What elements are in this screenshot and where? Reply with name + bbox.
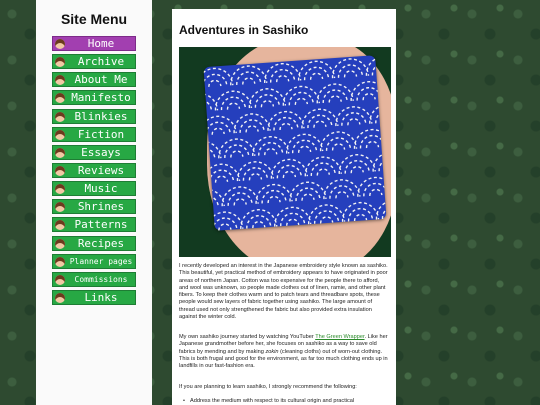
stitch-arc <box>240 209 277 229</box>
avatar-icon <box>55 220 65 230</box>
stitch-arc <box>249 173 261 180</box>
stitch-arc <box>230 65 267 85</box>
page-title: Adventures in Sashiko <box>179 23 309 37</box>
list-item: • Address the medium with respect to its cultural origin and practical <box>190 398 354 404</box>
stitch-arc <box>206 211 243 231</box>
stitch-arc <box>246 215 271 229</box>
stitch-arc <box>258 142 283 156</box>
stitch-arc <box>273 117 298 131</box>
stitch-arc <box>261 190 286 204</box>
stitch-arc <box>295 187 320 201</box>
paragraph-journey <box>179 334 389 370</box>
avatar-icon <box>55 75 65 85</box>
stitch-arc <box>208 80 220 87</box>
stitch-arc <box>344 71 356 78</box>
menu-item-label: Recipes <box>77 236 125 250</box>
stitch-arc <box>320 217 332 224</box>
sashiko-cloth <box>203 55 386 231</box>
stitch-arc <box>248 88 285 108</box>
stitch-arc <box>282 85 319 105</box>
stitch-arc <box>283 171 295 178</box>
stitch-arc <box>242 78 254 85</box>
menu-item-label: Patterns <box>74 218 128 232</box>
stitch-arc <box>276 75 288 82</box>
stitch-arc <box>329 185 354 199</box>
journey-text-end: (cleaning cloths) out of worn-out clothing. This is both frugal and good for the environment, as far too much clothing ends up in landfills in our fast-fashion era. <box>179 348 388 370</box>
stitch-arc <box>203 213 208 231</box>
stitch-arc <box>329 96 341 103</box>
menu-item-label: Links <box>84 290 118 304</box>
menu-item-shrines[interactable] <box>52 199 136 214</box>
menu-item-label: Fiction <box>77 127 125 141</box>
avatar-icon <box>55 202 65 212</box>
stitch-arc <box>297 60 334 80</box>
stitch-arc <box>243 167 268 181</box>
stitch-arc <box>224 144 249 158</box>
avatar-icon <box>55 257 65 267</box>
stitch-arc <box>382 205 387 219</box>
menu-item-label: About Me <box>74 73 128 87</box>
stitch-arc <box>304 156 341 176</box>
stitch-arc <box>285 133 322 153</box>
avatar-icon <box>55 184 65 194</box>
sidebar-title: Site Menu <box>60 11 128 27</box>
stitch-arc <box>233 113 270 133</box>
stitch-arc <box>316 83 353 103</box>
stitch-arc <box>261 100 273 107</box>
stitch-arc <box>203 201 212 208</box>
stitch-arc <box>332 144 344 151</box>
stitch-arc <box>365 55 386 75</box>
stitch-arc <box>203 165 205 185</box>
stitch-arc <box>215 176 227 183</box>
stitch-arc <box>219 224 231 231</box>
stitch-arc <box>336 191 348 198</box>
avatar-icon <box>55 166 65 176</box>
avatar-icon <box>55 93 65 103</box>
stitch-arc <box>363 93 375 100</box>
menu-item-music[interactable] <box>52 181 136 196</box>
avatar-icon <box>55 112 65 122</box>
stitch-arc <box>289 92 314 106</box>
stitch-arc <box>322 89 347 103</box>
menu-item-fiction[interactable] <box>52 127 136 142</box>
stitch-arc <box>348 208 373 222</box>
stitch-arc <box>214 90 251 110</box>
stitch-arc <box>310 73 322 80</box>
stitch-arc <box>326 137 351 151</box>
menu-item-label: Manifesto <box>71 91 131 105</box>
stitch-arc <box>335 106 372 126</box>
menu-item-links[interactable] <box>52 290 136 305</box>
stitch-arc <box>212 128 224 135</box>
stitch-arc <box>351 166 363 173</box>
menu-item-home[interactable] <box>52 36 136 51</box>
stitch-arc <box>252 136 289 156</box>
menu-item-label: Music <box>84 182 118 196</box>
menu-item-commissions[interactable] <box>52 272 136 287</box>
stitch-arc <box>298 146 310 153</box>
menu-item-about-me[interactable] <box>52 72 136 87</box>
menu-item-label: Reviews <box>77 163 125 177</box>
stitch-arc <box>230 151 242 158</box>
stitch-arc <box>344 160 369 174</box>
stitch-arc <box>236 161 273 181</box>
stitch-arc <box>212 217 237 231</box>
avatar-icon <box>55 275 65 285</box>
menu-item-patterns[interactable] <box>52 217 136 232</box>
menu-item-manifesto[interactable] <box>52 90 136 105</box>
stitch-arc <box>236 71 261 85</box>
stitch-arc <box>323 179 360 199</box>
stitch-arc <box>203 74 226 88</box>
stitch-arc <box>360 135 385 149</box>
journey-text-start: My own sashiko journey started by watching YouTuber <box>179 334 316 340</box>
avatar-icon <box>55 293 65 303</box>
stitch-arc <box>205 122 230 136</box>
stitch-arc <box>292 140 317 154</box>
stitch-arc <box>317 169 329 176</box>
stitch-arc <box>356 87 381 101</box>
menu-item-label: Commissions <box>74 274 128 284</box>
menu-item-planner-pages[interactable] <box>52 254 136 269</box>
stitch-arc <box>221 186 258 206</box>
stitch-arc <box>314 210 339 224</box>
menu-item-recipes[interactable] <box>52 236 136 251</box>
stitch-arc <box>203 99 211 113</box>
stitch-arc <box>227 103 239 110</box>
zokin-term: zokin <box>265 348 279 355</box>
stitch-arc <box>341 201 378 221</box>
menu-item-label: Blinkies <box>74 109 128 123</box>
menu-item-essays[interactable] <box>52 145 136 160</box>
avatar-icon <box>55 130 65 140</box>
stitch-arc <box>246 126 258 133</box>
stitch-arc <box>270 69 295 83</box>
stitch-arc <box>239 119 264 133</box>
stitch-arc <box>277 165 302 179</box>
avatar-icon <box>55 57 65 67</box>
stitch-arc <box>301 108 338 128</box>
stitch-arc <box>354 214 366 221</box>
stitch-arc <box>314 121 326 128</box>
stitch-arc <box>280 123 292 130</box>
stitch-arc <box>274 206 311 226</box>
stitch-arc <box>255 183 292 203</box>
main-content <box>172 9 396 405</box>
stitch-arc <box>341 112 366 126</box>
avatar-icon <box>55 239 65 249</box>
stitch-arc <box>209 169 234 183</box>
menu-item-reviews[interactable] <box>52 163 136 178</box>
stitch-arc <box>304 67 329 81</box>
stitch-arc <box>319 131 356 151</box>
stitch-arc <box>375 199 386 219</box>
stitch-arc <box>203 115 236 135</box>
stitch-arc <box>263 62 300 82</box>
stitch-arc <box>307 204 344 224</box>
stitch-arc <box>295 98 307 105</box>
paragraph-recommend: If you are planning to learn sashiko, I strongly recommend the following: <box>179 384 357 390</box>
stitch-arc <box>311 162 336 176</box>
journey-text-mid: . Like her Japanese grandmother before her, she focuses on sashiko as a way to save old fabrics by mending and by making <box>179 334 388 355</box>
stitch-arc <box>255 94 280 108</box>
stitch-arc <box>331 58 368 78</box>
stitch-arc <box>227 192 252 206</box>
stitch-arc <box>218 138 255 158</box>
menu-item-label: Archive <box>77 55 125 69</box>
green-wrapper-link[interactable]: The Green Wrapper <box>315 334 365 340</box>
menu-item-label: Essays <box>81 145 121 159</box>
stitch-arc <box>286 219 298 226</box>
paragraph-intro: I recently developed an interest in the Japanese embroidery style known as sashiko. This beautiful, yet practical method of embroidery appears to have originated in poor areas of northern Japan. Cotton was too expensive for the people there to afford, and wool was unknown, so people made clothes out of linen, ramie, and other plant fibers. To keep their clothes warm and to patch tears and threadbare spots, these people would sew layers of fabric together using sashiko. The large amount of thread used not only strengthened the fabric but also provided extra insulation against the winter cold. <box>179 263 388 321</box>
stitch-arc <box>221 96 246 110</box>
menu-item-label: Home <box>87 37 115 50</box>
menu-item-archive[interactable] <box>52 54 136 69</box>
stitch-arc <box>264 148 276 155</box>
stitch-arc <box>366 141 378 148</box>
avatar-icon <box>55 148 65 158</box>
stitch-arc <box>302 194 314 201</box>
sidebar <box>36 0 152 405</box>
stitch-arc <box>270 158 307 178</box>
stitch-pattern <box>203 55 386 231</box>
menu-item-blinkies[interactable] <box>52 109 136 124</box>
stitch-arc <box>267 110 304 130</box>
stitch-arc <box>307 114 332 128</box>
stitch-arc <box>234 199 246 206</box>
sashiko-photo <box>179 47 391 257</box>
stitch-arc <box>338 64 363 78</box>
stitch-arc <box>252 221 264 228</box>
stitch-arc <box>369 189 381 196</box>
menu-item-label: Planner pages <box>69 256 133 266</box>
stitch-arc <box>338 154 375 174</box>
stitch-arc <box>203 105 205 112</box>
avatar-icon <box>55 39 65 49</box>
menu-item-label: Shrines <box>77 200 125 214</box>
stitch-arc <box>268 196 280 203</box>
stitch-arc <box>289 181 326 201</box>
stitch-arc <box>280 213 305 227</box>
stitch-arc <box>347 118 359 125</box>
site-menu <box>52 36 136 308</box>
